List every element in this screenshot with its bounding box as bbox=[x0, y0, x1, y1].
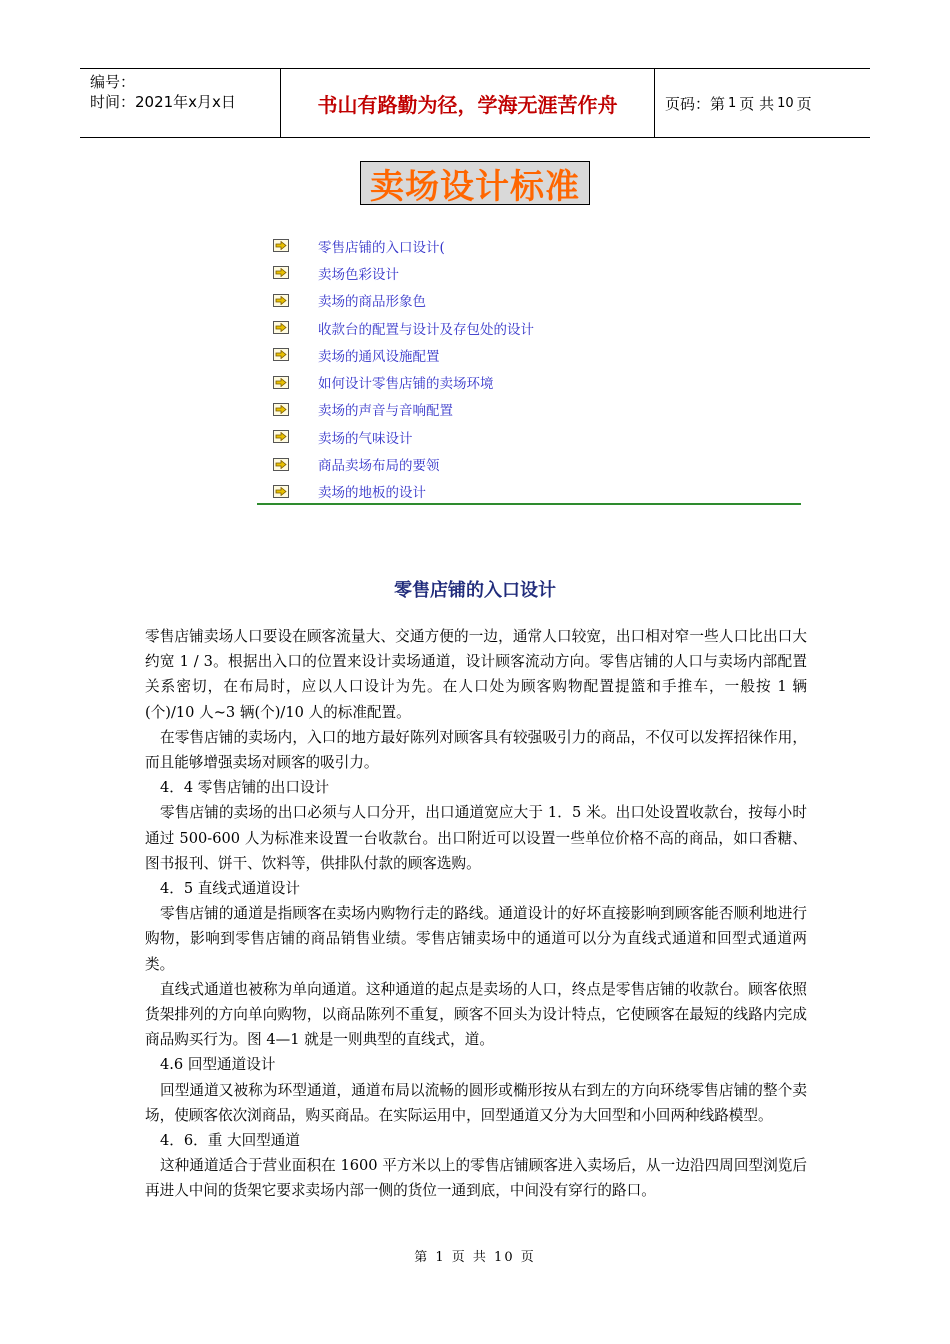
toc-link[interactable]: 卖场色彩设计 bbox=[318, 266, 399, 283]
arrow-right-icon bbox=[273, 376, 289, 389]
toc-item[interactable] bbox=[270, 314, 800, 341]
header-page-info bbox=[655, 69, 870, 137]
arrow-right-icon bbox=[273, 348, 289, 361]
toc-link[interactable]: 卖场的通风设施配置 bbox=[318, 348, 440, 365]
toc-item[interactable] bbox=[270, 259, 800, 286]
header-table bbox=[80, 68, 870, 138]
toc-item[interactable] bbox=[270, 341, 800, 368]
paragraph: 这种通道适合于营业面积在 1600 平方米以上的零售店铺顾客进入卖场后，从一边沿四周回型浏览后再进人中间的货架它要求卖场内部一侧的货位一通到底，中间没有穿行的路口。 bbox=[145, 1157, 807, 1200]
body-text bbox=[145, 624, 807, 1204]
toc-item[interactable] bbox=[270, 287, 800, 314]
page-footer: 第 1 页 共 10 页 bbox=[414, 1250, 536, 1265]
section-title: 零售店铺的入口设计 bbox=[394, 580, 556, 601]
page-suffix: 页 bbox=[796, 94, 812, 113]
paragraph: 回型通道又被称为环型通道，通道布局以流畅的圆形或椭形按从右到左的方向环绕零售店铺的整个卖场，使顾客依次浏商品，购买商品。在实际运用中，回型通道又分为大回型和小回两种线路模型。 bbox=[145, 1081, 807, 1124]
toc-item[interactable] bbox=[270, 423, 800, 450]
document-title: 卖场设计标准 bbox=[360, 161, 590, 205]
page-total: 10 bbox=[777, 95, 794, 111]
arrow-right-icon bbox=[273, 321, 289, 334]
header-motto: 书山有路勤为径，学海无涯苦作舟 bbox=[281, 69, 655, 137]
toc-link[interactable]: 卖场的声音与音响配置 bbox=[318, 403, 453, 420]
toc-link[interactable]: 卖场的商品形象色 bbox=[318, 294, 426, 311]
paragraph: 零售店铺的卖场的出口必须与人口分开，出口通道宽应大于 1．5 米。出口处设置收款台，按每小时通过 500-600 人为标准来设置一台收款台。出口附近可以设置一些单位价格不高的商品，如口香糖、图书报刊、饼干、饮料等，供排队付款的顾客选购。 bbox=[145, 804, 807, 872]
arrow-right-icon bbox=[273, 485, 289, 498]
toc-item[interactable] bbox=[270, 368, 800, 395]
toc-link[interactable]: 如何设计零售店铺的卖场环境 bbox=[318, 376, 494, 393]
paragraph: 直线式通道也被称为单向通道。这种通道的起点是卖场的人口，终点是零售店铺的收款台。顾客依照货架排列的方向单向购物，以商品陈列不重复，顾客不回头为设计特点，它使顾客在最短的线路内完成商品购买行为。图 4—1 就是一则典型的直线式，道。 bbox=[145, 980, 807, 1049]
arrow-right-icon bbox=[273, 458, 289, 471]
toc-item[interactable] bbox=[270, 396, 800, 423]
header-meta bbox=[80, 69, 281, 137]
paragraph: 零售店铺的通道是指顾客在卖场内购物行走的路线。通道设计的好坏直接影响到顾客能否顺利地进行购物，影响到零售店铺的商品销售业绩。零售店铺卖场中的通道可以分为直线式通道和回型式通道两类。 bbox=[145, 905, 807, 973]
toc-link[interactable]: 商品卖场布局的要领 bbox=[318, 458, 440, 475]
paragraph: 零售店铺卖场人口要设在顾客流量大、交通方便的一边，通常人口较宽，出口相对窄一些人口比出口大约宽 1 / 3。根据出入口的位置来设计卖场通道，设计顾客流动方向。零售店铺的人口与卖场内部配置关系密切，在布局时，应以人口设计为先。在人口处为顾客购物配置提篮和手推车，一般按 1 辆(个)/10 人~3 辆(个)/10 人的标准配置。 bbox=[145, 628, 807, 721]
arrow-right-icon bbox=[273, 239, 289, 252]
paragraph: 4.6 回型通道设计 bbox=[160, 1056, 276, 1074]
table-of-contents bbox=[270, 232, 800, 505]
toc-link[interactable]: 卖场的地板的设计 bbox=[318, 485, 426, 502]
page-mid: 页 共 bbox=[739, 94, 775, 113]
toc-link[interactable]: 卖场的气味设计 bbox=[318, 430, 413, 447]
paragraph: 4．5 直线式通道设计 bbox=[160, 880, 300, 898]
paragraph: 4．6．重 大回型通道 bbox=[160, 1132, 300, 1150]
arrow-right-icon bbox=[273, 403, 289, 416]
arrow-right-icon bbox=[273, 266, 289, 279]
header-date: 时间：2021年x月x日 bbox=[90, 93, 236, 111]
toc-item[interactable] bbox=[270, 232, 800, 259]
header-code: 编号： bbox=[90, 73, 136, 91]
toc-link[interactable]: 零售店铺的入口设计( bbox=[318, 239, 445, 256]
paragraph: 4．4 零售店铺的出口设计 bbox=[160, 779, 330, 797]
page-prefix: 页码：第 bbox=[665, 94, 726, 113]
arrow-right-icon bbox=[273, 294, 289, 307]
toc-item[interactable] bbox=[270, 478, 800, 505]
toc-divider bbox=[257, 503, 801, 505]
toc-link[interactable]: 收款台的配置与设计及存包处的设计 bbox=[318, 321, 534, 338]
toc-item[interactable] bbox=[270, 450, 800, 477]
page-number: 1 bbox=[728, 95, 737, 111]
arrow-right-icon bbox=[273, 430, 289, 443]
paragraph: 在零售店铺的卖场内，入口的地方最好陈列对顾客具有较强吸引力的商品，不仅可以发挥招徕作用，而且能够增强卖场对顾客的吸引力。 bbox=[145, 728, 807, 772]
